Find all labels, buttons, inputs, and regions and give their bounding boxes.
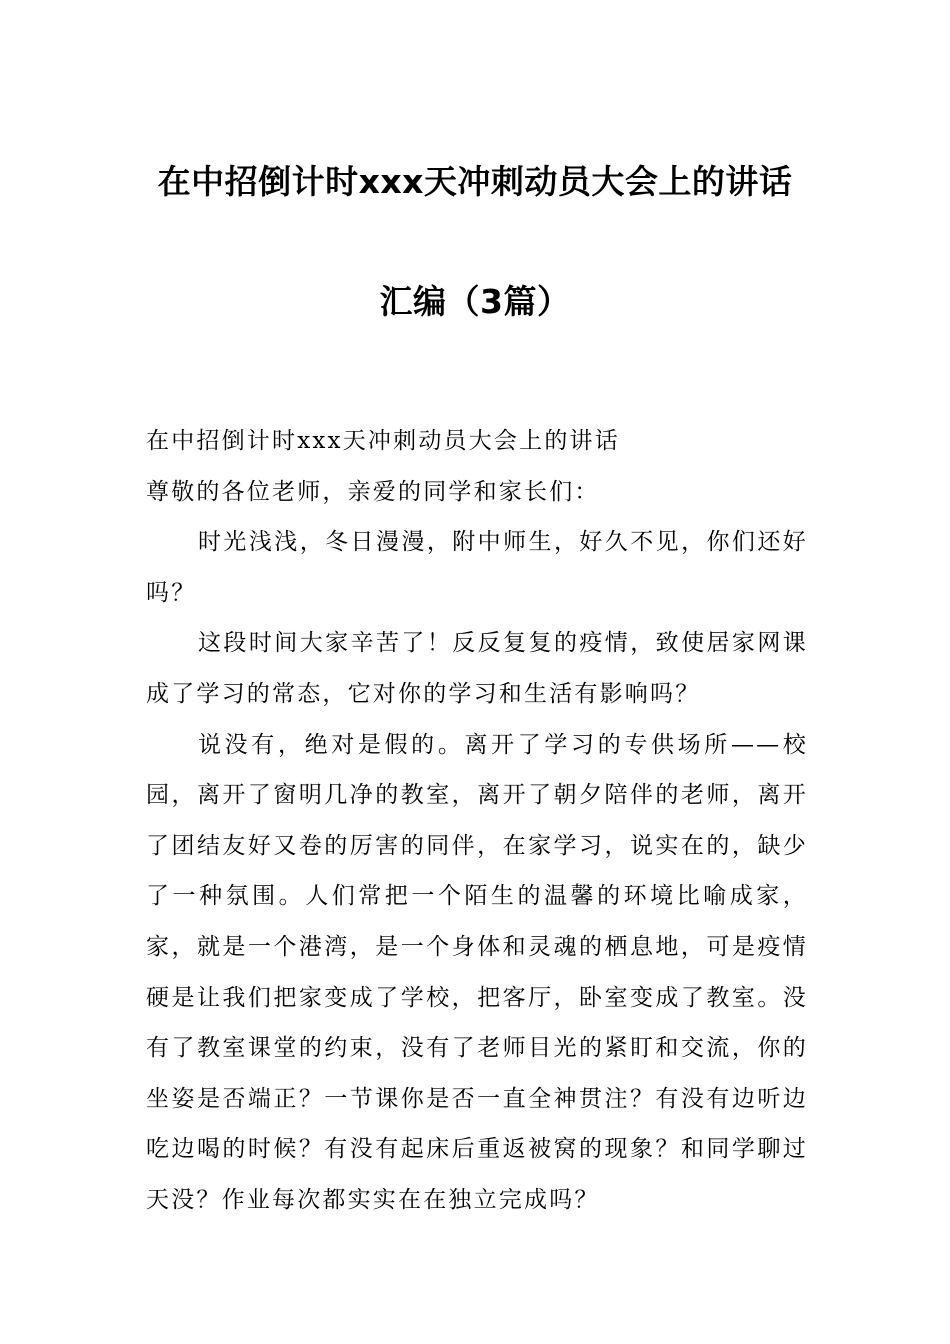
paragraph: 时光浅浅，冬日漫漫，附中师生，好久不见，你们还好吗？ [146, 529, 808, 606]
document-title-line-2: 汇编（3篇） [379, 282, 571, 321]
paragraph: 这段时间大家辛苦了！反反复复的疫情，致使居家网课成了学习的常态，它对你的学习和生活有影响吗？ [146, 630, 808, 707]
paragraph: 说没有，绝对是假的。离开了学习的专供场所——校园，离开了窗明几净的教室，离开了朝夕陪伴的老师，离开了团结友好又卷的厉害的同伴，在家学习，说实在的，缺少了一种氛围。人们常把一个陌生的温馨的环境比喻成家，家，就是一个港湾，是一个身体和灵魂的栖息地，可是疫情硬是让我们把家变成了学校，把客厅，卧室变成了教室。没有了教室课堂的约束，没有了老师目光的紧盯和交流，你的坐姿是否端正？一节课你是否一直全神贯注？有没有边听边吃边喝的时候？有没有起床后重返被窝的现象？和同学聊过天没？作业每次都实实在在独立完成吗？ [146, 731, 808, 1213]
document-body [146, 416, 808, 1226]
document-title-line-1: 在中招倒计时xxx天冲刺动员大会上的讲话 [157, 162, 793, 201]
speech-subtitle: 在中招倒计时xxx天冲刺动员大会上的讲话 [146, 428, 620, 454]
salutation: 尊敬的各位老师，亲爱的同学和家长们： [146, 478, 600, 505]
